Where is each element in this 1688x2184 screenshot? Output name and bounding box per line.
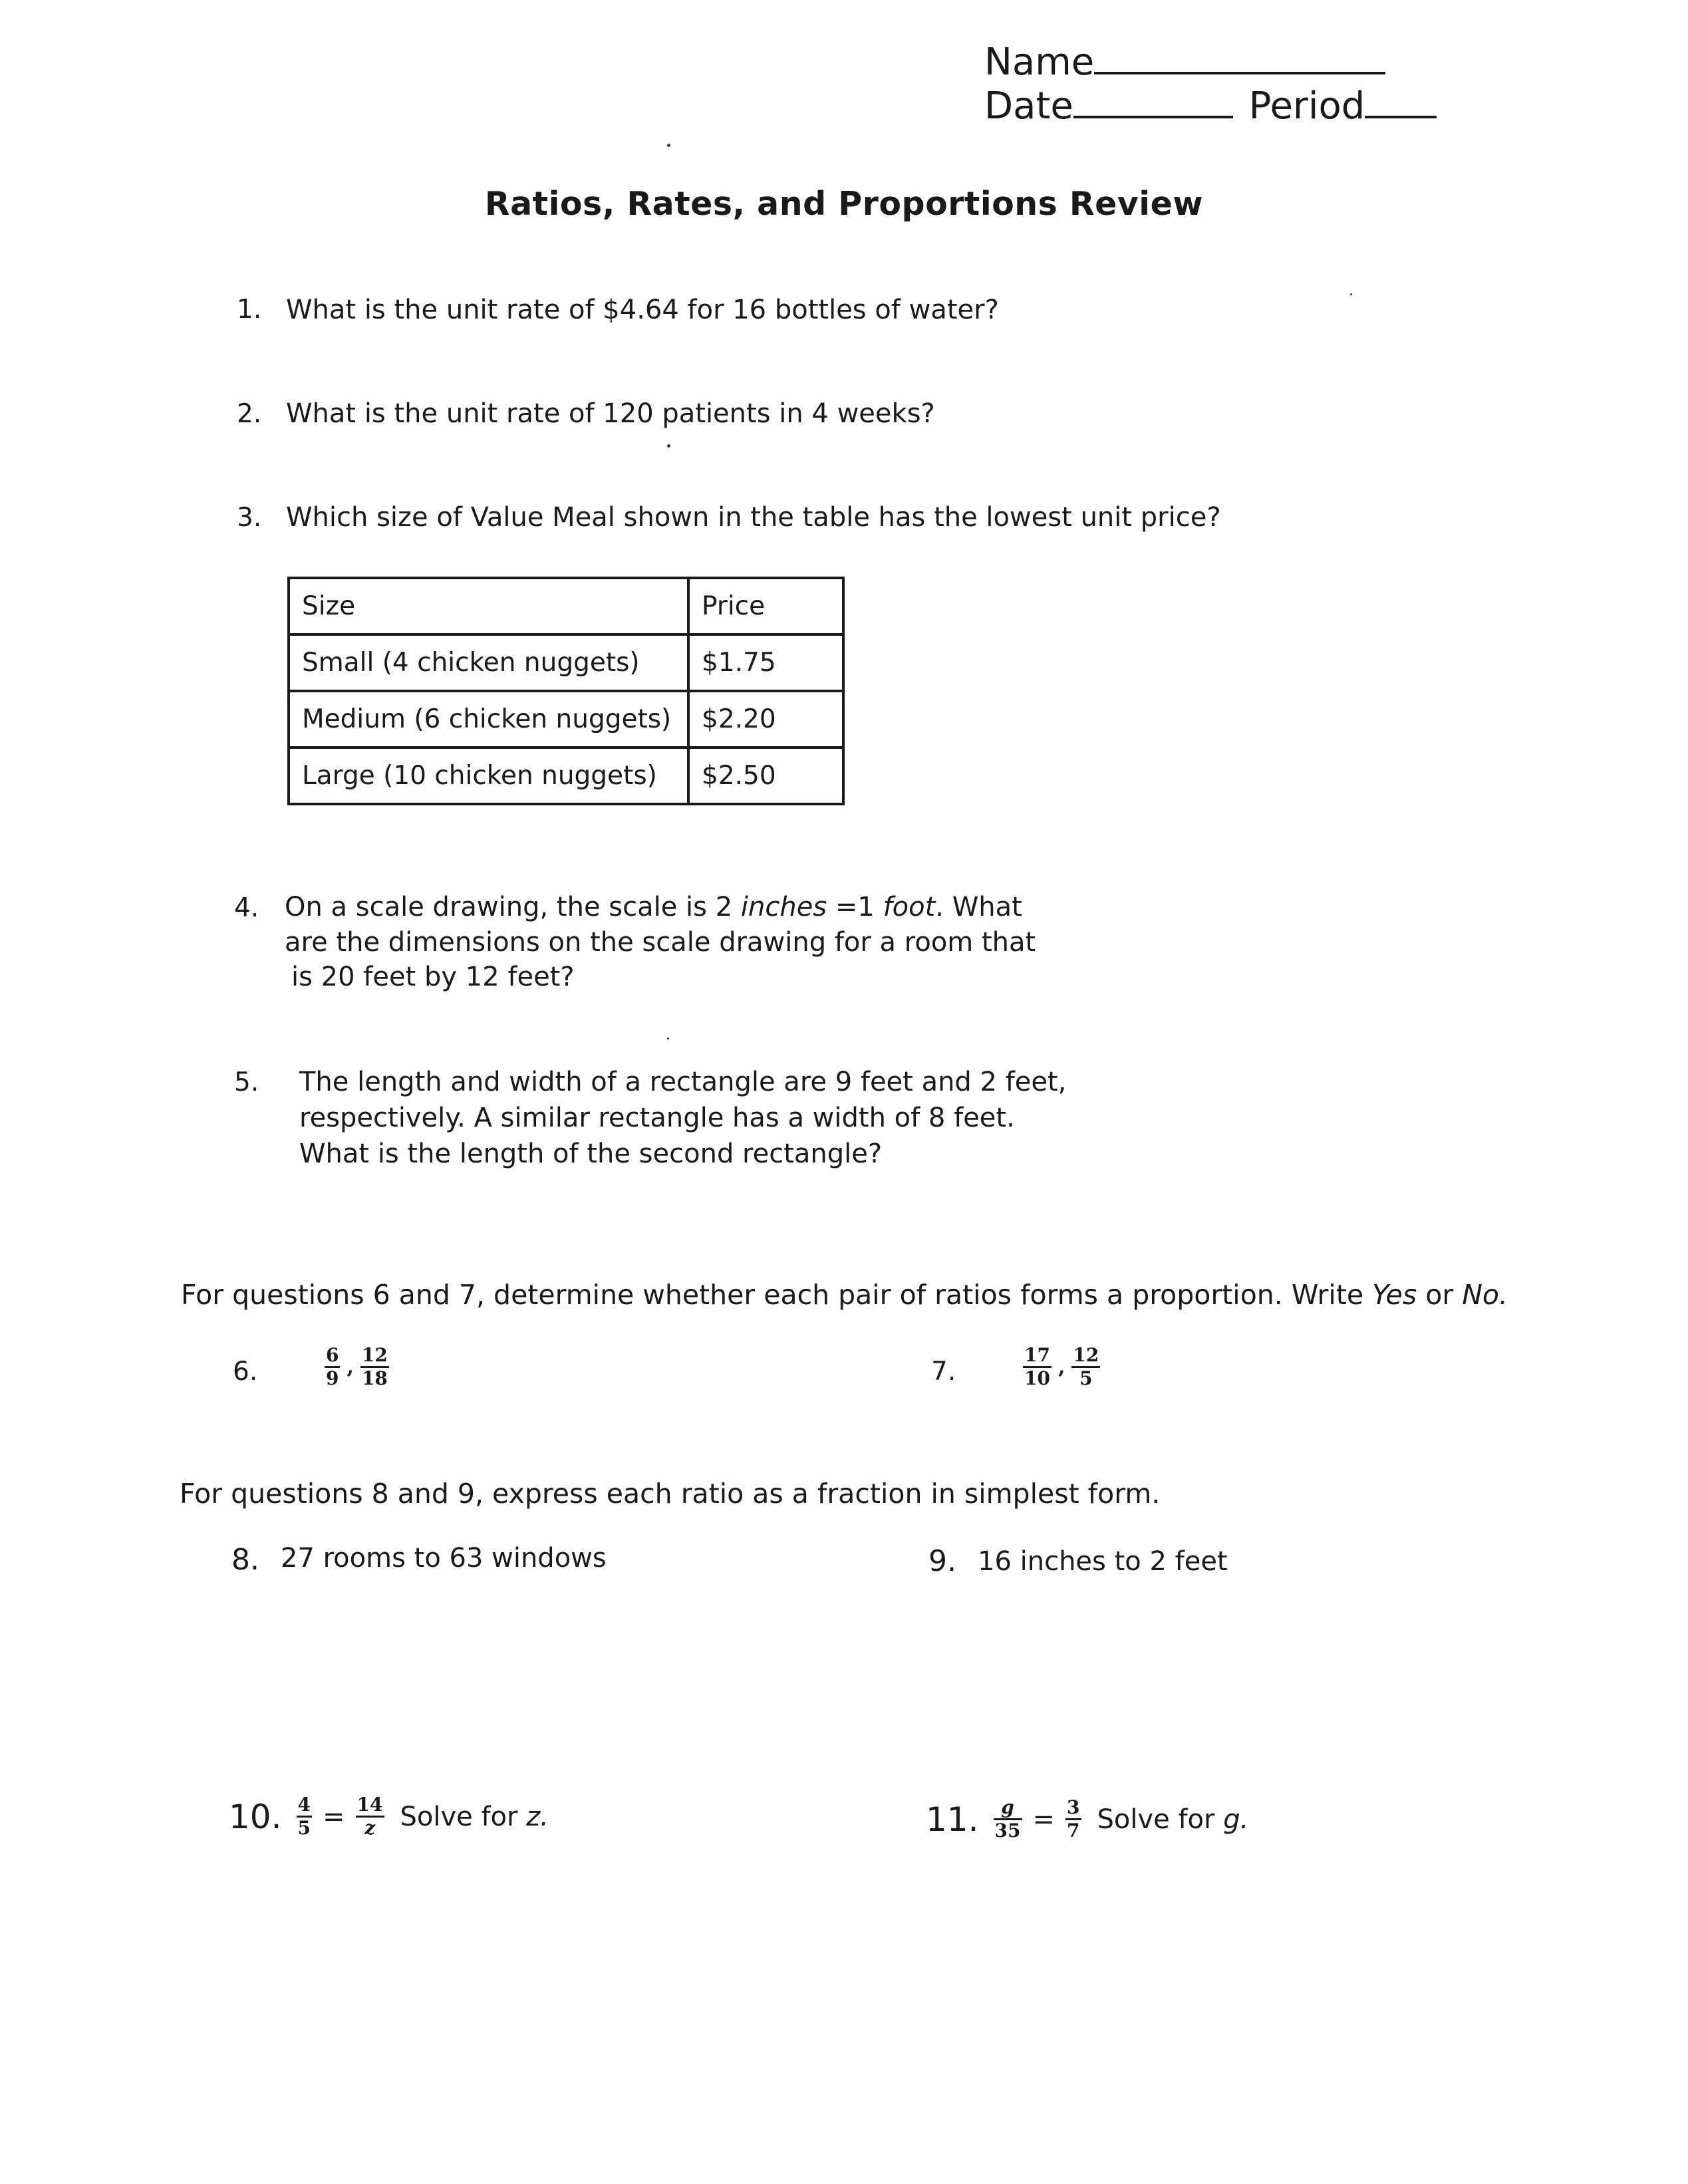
question-3-text: Which size of Value Meal shown in the table has the lowest unit price? <box>286 502 1221 533</box>
question-4-line-1 <box>285 890 1022 925</box>
q7-fraction-b <box>1071 1346 1100 1388</box>
q10-variable: z. <box>526 1801 549 1832</box>
name-line <box>984 39 1385 84</box>
fraction-numerator: 4 <box>297 1796 312 1818</box>
question-2-number: 2. <box>237 399 262 429</box>
table-cell: Large (10 chicken nuggets) <box>289 748 688 804</box>
instructions-8-9: For questions 8 and 9, express each ratio as a fraction in simplest form. <box>180 1478 1161 1510</box>
q11-solve-label: Solve for <box>1097 1804 1224 1835</box>
date-period-line <box>984 82 1437 128</box>
question-10 <box>229 1796 549 1838</box>
comma: , <box>1057 1355 1065 1379</box>
fraction-numerator: g <box>994 1798 1022 1820</box>
table-header-row <box>289 578 843 634</box>
instructions-6-7 <box>181 1279 1508 1311</box>
fraction-denominator: 9 <box>326 1367 339 1389</box>
table-row <box>289 634 843 691</box>
date-label: Date <box>984 84 1073 128</box>
fraction-denominator: 35 <box>994 1820 1021 1842</box>
question-4-line-3: is 20 feet by 12 feet? <box>291 962 575 992</box>
q11-fraction-b <box>1065 1798 1081 1840</box>
table-cell: $2.50 <box>688 748 843 804</box>
fraction-denominator: 10 <box>1024 1367 1050 1389</box>
value-meal-table <box>287 577 845 805</box>
fraction-numerator: 14 <box>356 1796 384 1818</box>
q10-fraction-a <box>297 1796 312 1838</box>
question-5-number: 5. <box>234 1067 259 1097</box>
question-4-number: 4. <box>234 893 259 923</box>
scan-speck <box>1350 293 1352 295</box>
name-blank[interactable] <box>1094 39 1385 74</box>
q7-fraction-a <box>1023 1346 1052 1388</box>
question-6-number: 6. <box>233 1357 258 1387</box>
q10-solve-label: Solve for <box>400 1801 527 1832</box>
question-4-line-2: are the dimensions on the scale drawing for a room that <box>285 927 1036 958</box>
q11-variable: g. <box>1223 1804 1249 1835</box>
equals-sign: = <box>323 1801 345 1832</box>
date-blank[interactable] <box>1073 82 1233 118</box>
fraction-numerator: 12 <box>1071 1346 1100 1368</box>
page-title: Ratios, Rates, and Proportions Review <box>484 185 1204 223</box>
question-7-ratios <box>1020 1346 1103 1388</box>
fraction-denominator: 5 <box>1079 1367 1093 1389</box>
instructions-yes: Yes <box>1372 1279 1417 1311</box>
question-8-number: 8. <box>231 1543 259 1577</box>
question-5-line-3: What is the length of the second rectangle? <box>299 1139 883 1169</box>
question-11 <box>926 1798 1248 1840</box>
q6-fraction-a <box>325 1346 340 1388</box>
table-header-price: Price <box>688 578 843 634</box>
scan-speck <box>667 1037 669 1039</box>
table-cell: $2.20 <box>688 691 843 748</box>
table-cell: Medium (6 chicken nuggets) <box>289 691 688 748</box>
equals-sign: = <box>1032 1804 1055 1835</box>
fraction-denominator: 18 <box>361 1367 388 1389</box>
question-5-line-2: respectively. A similar rectangle has a width of 8 feet. <box>299 1103 1015 1133</box>
question-11-number: 11. <box>926 1800 979 1839</box>
instructions-or: or <box>1417 1279 1463 1311</box>
fraction-numerator: 3 <box>1065 1798 1081 1820</box>
q4-text-c: . What <box>935 892 1022 922</box>
q4-text-a: On a scale drawing, the scale is 2 <box>285 892 741 922</box>
question-9-text: 16 inches to 2 feet <box>978 1546 1228 1577</box>
fraction-denominator: 5 <box>297 1817 311 1839</box>
q6-fraction-b <box>360 1346 389 1388</box>
question-1-text: What is the unit rate of $4.64 for 16 bottles of water? <box>286 295 999 325</box>
question-8-text: 27 rooms to 63 windows <box>281 1543 607 1573</box>
comma: , <box>347 1355 354 1379</box>
instructions-6-7-text: For questions 6 and 7, determine whether each pair of ratios forms a proportion. Write <box>181 1279 1373 1311</box>
table-cell: Small (4 chicken nuggets) <box>289 634 688 691</box>
question-10-number: 10. <box>229 1797 282 1836</box>
name-label: Name <box>984 41 1095 84</box>
fraction-denominator: z <box>364 1817 375 1839</box>
question-7-number: 7. <box>931 1357 956 1387</box>
fraction-numerator: 17 <box>1023 1346 1052 1368</box>
q11-solve-text <box>1097 1804 1249 1835</box>
question-6-ratios <box>322 1346 392 1388</box>
table-cell: $1.75 <box>688 634 843 691</box>
question-5-line-1: The length and width of a rectangle are 9 feet and 2 feet, <box>299 1067 1067 1097</box>
table-row <box>289 748 843 804</box>
fraction-numerator: 12 <box>360 1346 389 1368</box>
question-3-number: 3. <box>237 503 262 533</box>
q4-text-b: =1 <box>827 892 883 922</box>
q10-fraction-b <box>356 1796 384 1838</box>
table-header-size: Size <box>289 578 688 634</box>
question-9-number: 9. <box>928 1544 956 1578</box>
q10-solve-text <box>400 1802 549 1832</box>
instructions-no: No. <box>1462 1279 1508 1311</box>
question-2-text: What is the unit rate of 120 patients in 4 weeks? <box>286 398 935 429</box>
scan-speck <box>667 444 670 448</box>
period-blank[interactable] <box>1365 82 1437 118</box>
scan-speck <box>667 144 670 147</box>
question-1-number: 1. <box>237 295 262 325</box>
table-row <box>289 691 843 748</box>
fraction-denominator: 7 <box>1067 1820 1080 1842</box>
period-label: Period <box>1248 84 1365 128</box>
fraction-numerator: 6 <box>325 1346 340 1368</box>
q4-foot: foot <box>883 892 936 922</box>
q4-inches: inches <box>740 892 827 922</box>
q11-fraction-a <box>994 1798 1022 1840</box>
